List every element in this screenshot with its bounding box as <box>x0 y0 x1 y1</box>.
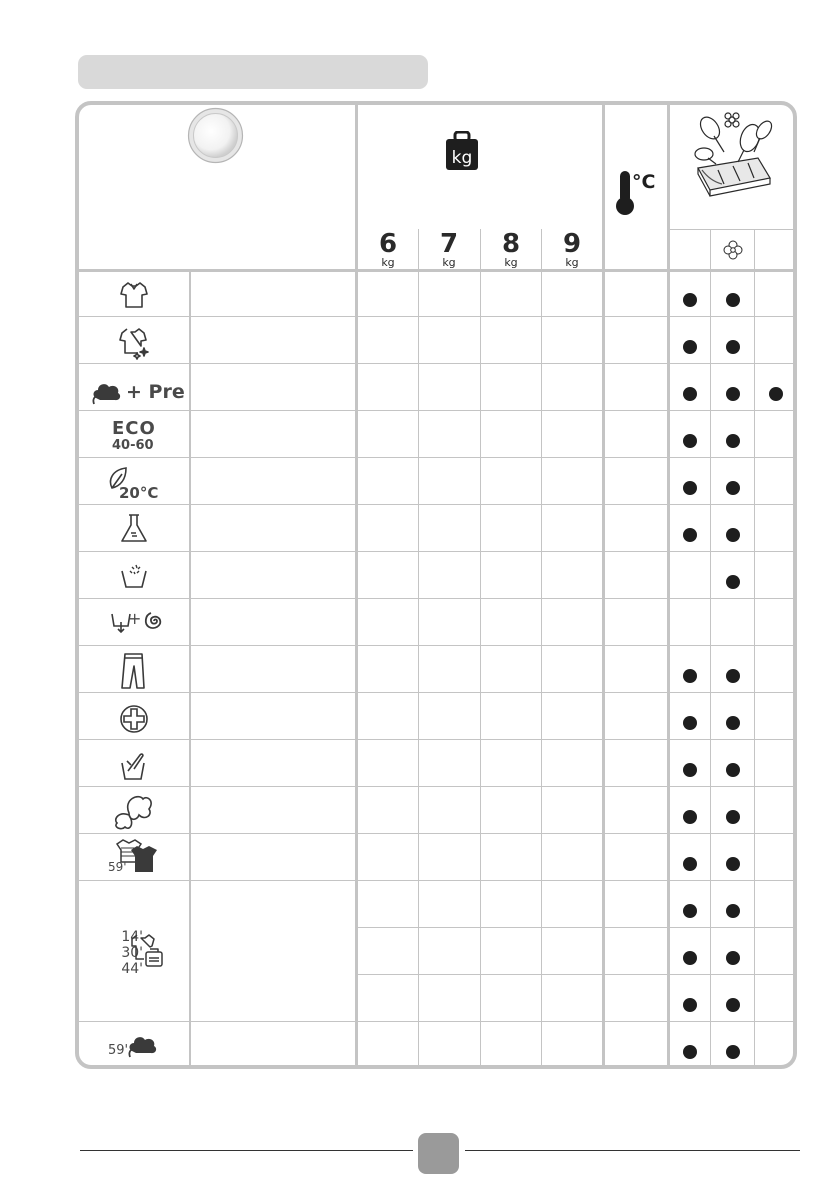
footer-rule-right <box>465 1150 800 1151</box>
softener-dot <box>726 528 740 542</box>
softener-dot <box>726 669 740 683</box>
rapid-cotton-duration: 59' <box>108 1043 129 1058</box>
row-divider-9 <box>77 692 796 693</box>
main-wash-dot <box>683 998 697 1012</box>
main-wash-dot <box>683 293 697 307</box>
softener-dot <box>726 387 740 401</box>
row-divider-13 <box>77 880 796 881</box>
footer-rule-left <box>80 1150 413 1151</box>
weight-kg-icon <box>444 131 480 171</box>
load-capacity-unit: kg <box>565 256 579 269</box>
rapid-cotton-icon <box>126 1033 158 1059</box>
load-capacity-9 <box>552 231 592 268</box>
row-divider-8 <box>77 645 796 646</box>
col-divider-dispenser-2 <box>754 229 755 1067</box>
row-divider-6 <box>77 551 796 552</box>
col-divider-icon <box>189 269 191 1067</box>
col-divider-dispenser-1 <box>710 229 711 1067</box>
softener-dot <box>726 575 740 589</box>
row-divider-14 <box>357 927 796 928</box>
row-divider-10 <box>77 739 796 740</box>
20c-label: 20°C <box>119 484 159 502</box>
prewash-label: + Pre <box>126 381 185 403</box>
main-wash-dot <box>683 481 697 495</box>
main-wash-dot <box>683 810 697 824</box>
main-wash-dot <box>683 434 697 448</box>
softener-dot <box>726 763 740 777</box>
row-divider-3 <box>77 410 796 411</box>
col-divider-load-3 <box>541 229 542 1067</box>
rinse-icon <box>120 563 148 589</box>
softener-dot <box>726 810 740 824</box>
rapid-shirt-icon <box>130 932 164 970</box>
col-divider-temp <box>602 104 605 1067</box>
softener-dot <box>726 481 740 495</box>
cotton-prewash-icon <box>90 378 124 406</box>
main-wash-dot <box>683 716 697 730</box>
softener-dot <box>726 716 740 730</box>
main-wash-dot <box>683 857 697 871</box>
main-wash-dot <box>683 763 697 777</box>
load-capacity-value: 6 <box>378 229 398 259</box>
row-divider-5 <box>77 504 796 505</box>
main-wash-dot <box>683 904 697 918</box>
softener-dot <box>726 1045 740 1059</box>
main-wash-dot <box>683 528 697 542</box>
softener-dot <box>726 951 740 965</box>
row-divider-1 <box>77 316 796 317</box>
softener-dot <box>726 340 740 354</box>
jeans-icon <box>120 652 146 690</box>
load-capacity-6 <box>368 231 408 268</box>
section-title-bar <box>78 55 428 89</box>
flask-icon <box>120 513 148 545</box>
mixed-colors-duration: 59' <box>108 860 127 874</box>
col-divider-dosage <box>667 104 670 1067</box>
load-capacity-value: 9 <box>562 229 582 259</box>
softener-dot <box>726 857 740 871</box>
row-divider-15 <box>357 974 796 975</box>
row-divider-16 <box>77 1021 796 1022</box>
load-capacity-7 <box>429 231 469 268</box>
header-sub-rule-dispenser <box>669 229 796 230</box>
row-divider-4 <box>77 457 796 458</box>
row-divider-12 <box>77 833 796 834</box>
load-capacity-value: 8 <box>501 229 521 259</box>
hygiene-cross-icon <box>119 704 149 734</box>
page-number-box <box>418 1133 459 1174</box>
row-divider-2 <box>77 363 796 364</box>
svg-text:kg: kg <box>451 148 473 168</box>
spin-icon <box>142 609 166 633</box>
col-divider-name <box>355 104 358 1067</box>
program-knob-icon <box>187 107 244 164</box>
row-divider-11 <box>77 786 796 787</box>
butterfly-delicates-icon <box>109 791 155 831</box>
eco-label: ECO <box>112 418 156 439</box>
softener-dot <box>726 434 740 448</box>
prewash-dot <box>769 387 783 401</box>
drain-spin-plus: + <box>128 609 142 628</box>
row-divider-7 <box>77 598 796 599</box>
flower-icon <box>723 240 743 260</box>
main-wash-dot <box>683 951 697 965</box>
main-wash-dot <box>683 669 697 683</box>
load-capacity-unit: kg <box>504 256 518 269</box>
header-bottom-rule <box>77 269 796 272</box>
load-capacity-unit: kg <box>381 256 395 269</box>
load-capacity-value: 7 <box>439 229 459 259</box>
shirt-sparkle-icon <box>118 326 150 360</box>
load-capacity-8 <box>491 231 531 268</box>
softener-dot <box>726 904 740 918</box>
softener-dot <box>726 293 740 307</box>
col-divider-load-1 <box>418 229 419 1067</box>
col-divider-load-2 <box>480 229 481 1067</box>
eco-range-label: 40-60 <box>112 438 154 453</box>
temperature-label: °C <box>632 171 656 193</box>
hand-wash-icon <box>120 751 148 781</box>
main-wash-dot <box>683 387 697 401</box>
main-wash-dot <box>683 1045 697 1059</box>
softener-dot <box>726 998 740 1012</box>
load-capacity-unit: kg <box>442 256 456 269</box>
main-wash-dot <box>683 340 697 354</box>
rapid-durations: 14' 30' 44' <box>121 929 143 977</box>
detergent-drawer-icon <box>688 108 776 200</box>
cotton-shirt-icon <box>119 280 149 310</box>
